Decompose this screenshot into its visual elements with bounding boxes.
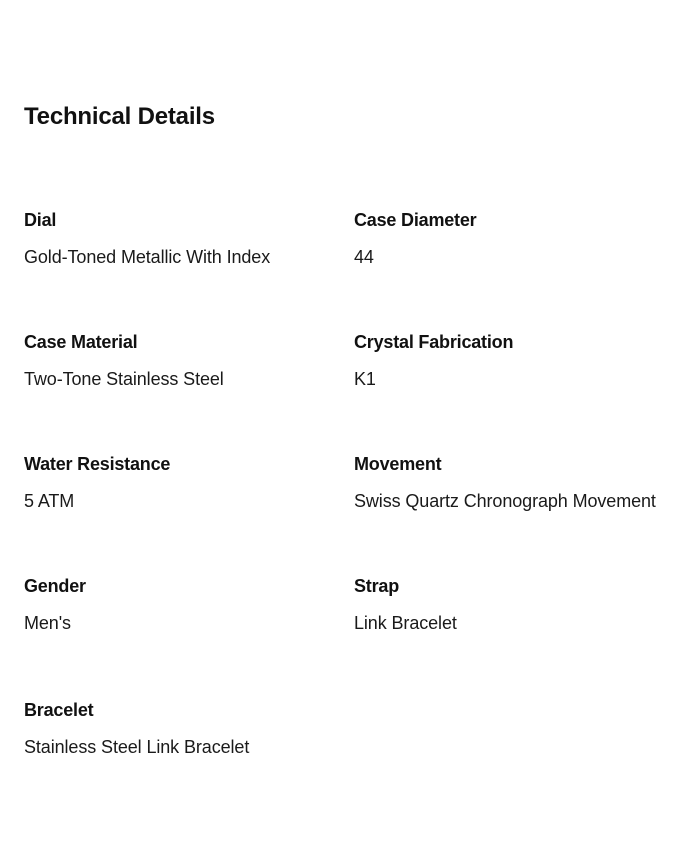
spec-label: Movement (354, 454, 442, 474)
spec-label: Dial (24, 210, 57, 230)
spec-label: Gender (24, 576, 86, 596)
spec-label: Crystal Fabrication (354, 332, 514, 352)
spec-label: Strap (354, 576, 400, 596)
spec-value: 44 (354, 247, 374, 267)
spec-value: Two-Tone Stainless Steel (24, 369, 224, 389)
spec-label: Bracelet (24, 700, 94, 720)
spec-value: Swiss Quartz Chronograph Movement (354, 491, 656, 511)
section-title: Technical Details (24, 103, 215, 130)
spec-value: Link Bracelet (354, 613, 457, 633)
spec-label: Case Diameter (354, 210, 477, 230)
spec-label: Water Resistance (24, 454, 171, 474)
spec-value: Stainless Steel Link Bracelet (24, 737, 250, 757)
spec-label: Case Material (24, 332, 138, 352)
spec-value: Gold-Toned Metallic With Index (24, 247, 271, 267)
spec-value: Men's (24, 613, 71, 633)
spec-value: 5 ATM (24, 491, 75, 511)
spec-value: K1 (354, 369, 376, 389)
